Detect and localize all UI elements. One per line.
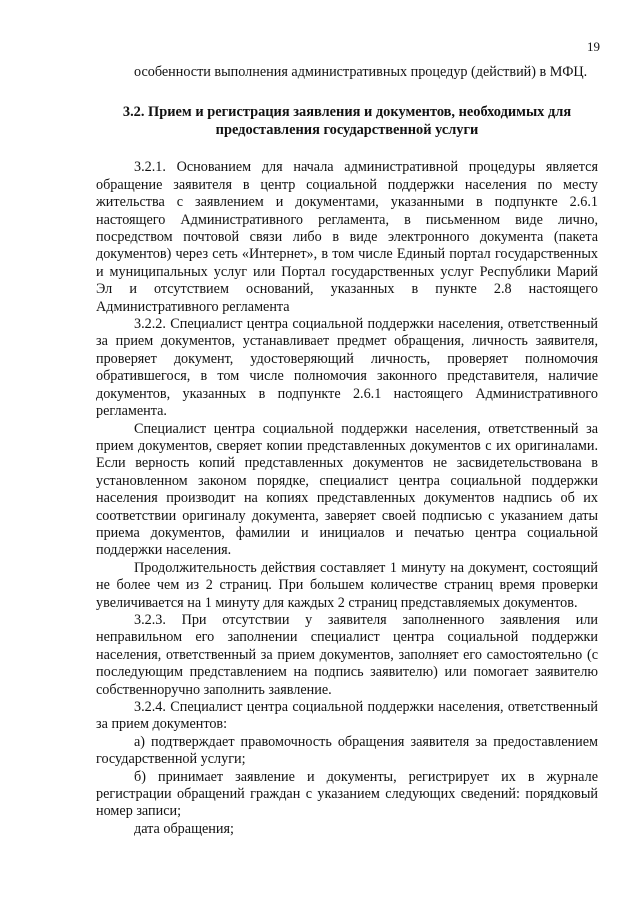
section-heading-line-2: предоставления государственной услуги (215, 122, 479, 139)
document-body (96, 64, 598, 838)
list-item-date: дата обращения; (134, 820, 234, 837)
section-heading (96, 103, 598, 139)
paragraph-3-2-2: 3.2.2. Специалист центра социальной поддержки населения, ответственный за прием документов, устанавливает предмет обращения, личность заявителя, проверяет документ, удостоверяющий личность, проверяет полномочия обратившегося, в том числе полномочия законного представителя, наличие документов, указанных в подпункте 2.6.1 настоящего Административного регламента. (96, 316, 598, 420)
paragraph-copies-verification: Специалист центра социальной поддержки населения, ответственный за прием документов, сверяет копии представленных документов с их оригиналами. Если верность копий представленных документов не засвидетельствована в установленном законом порядке, специалист центра социальной поддержки населения производит на копиях представленных документов надпись об их соответствии оригиналу документа, заверяет своей подписью с указанием даты приема документов, фамилии и инициалов и печатью центра социальной поддержки населения. (96, 420, 598, 559)
list-item-b: б) принимает заявление и документы, регистрирует их в журнале регистрации обращений граждан с указанием следующих сведений: порядковый номер записи; (96, 768, 598, 820)
list-item-a: а) подтверждает правомочность обращения заявителя за предоставлением государственной услуги; (96, 733, 598, 768)
section-heading-line-1: 3.2. Прием и регистрация заявления и документов, необходимых для (122, 104, 572, 121)
paragraph-3-2-4: 3.2.4. Специалист центра социальной поддержки населения, ответственный за прием документов: (96, 699, 598, 733)
paragraph-duration: Продолжительность действия составляет 1 минуту на документ, состоящий не более чем из 2 страниц. При большем количестве страниц время проверки увеличивается на 1 минуту для каждых 2 страниц представляемых документов. (96, 559, 598, 611)
page-number: 19 (587, 39, 600, 54)
intro-paragraph: особенности выполнения административных процедур (действий) в МФЦ. (134, 64, 588, 80)
paragraph-3-2-1: 3.2.1. Основанием для начала административной процедуры является обращение заявителя в центр социальной поддержки населения по месту жительства с заявлением и документами, указанными в подпункте 2.6.1 настоящего Административного регламента, в письменном виде лично, посредством почтовой связи либо в виде электронного документа (пакета документов) через сеть «Интернет», в том числе Единый портал государственных и муниципальных услуг или Портал государственных услуг Республики Марий Эл и отсутствием оснований, указанных в пункте 2.8 настоящего Административного регламента (96, 159, 598, 315)
paragraph-3-2-3: 3.2.3. При отсутствии у заявителя заполненного заявления или неправильном его заполнении специалист центра социальной поддержки населения, ответственный за прием документов, заполняет его самостоятельно (с последующим представлением на подпись заявителю) или помогает заявителю собственноручно заполнить заявление. (96, 611, 598, 698)
